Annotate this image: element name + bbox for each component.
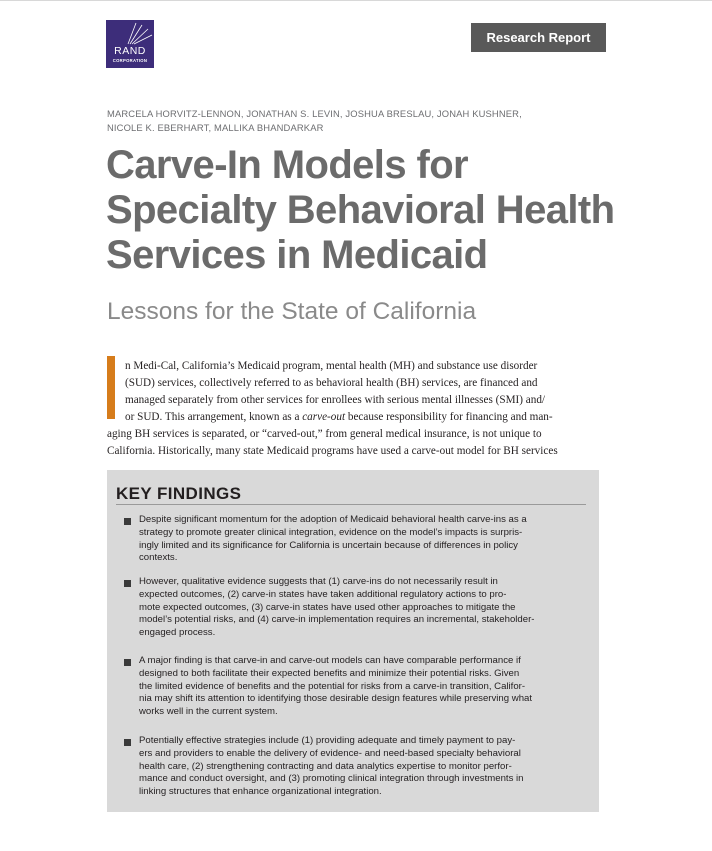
intro-line: aging BH services is separated, or “carved-out,” from general medical insurance, is not unique to <box>107 428 542 440</box>
logo-wordmark: RAND <box>114 45 146 57</box>
finding-line: ingly limited and its significance for California is uncertain because of differences in policy <box>139 539 518 551</box>
intro-line-4 <box>125 409 610 426</box>
intro-line: managed separately from other services for enrollees with serious mental illnesses (SMI) and/ <box>125 394 546 406</box>
title-line: Carve-In Models for <box>106 143 468 187</box>
finding-line: contexts. <box>139 552 178 564</box>
finding-line: mote expected outcomes, (3) carve-in states have used other approaches to mitigate the <box>139 601 516 613</box>
author-list <box>107 107 577 135</box>
intro-line-4-start: or SUD. This arrangement, known as a <box>125 411 303 423</box>
finding-line: expected outcomes, (2) carve-in states have taken additional regulatory actions to pro- <box>139 588 507 600</box>
title-line: Services in Medicaid <box>106 233 488 277</box>
drop-cap-bar <box>107 356 115 419</box>
author-line: NICOLE K. EBERHART, MALLIKA BHANDARKAR <box>107 122 324 133</box>
finding-line: the limited evidence of benefits and the potential for risks from a carve-in transition, Califor- <box>139 680 526 692</box>
author-line: MARCELA HORVITZ-LENNON, JONATHAN S. LEVIN, JOSHUA BRESLAU, JONAH KUSHNER, <box>107 108 522 119</box>
finding-text <box>139 735 594 799</box>
finding-line: engaged process. <box>139 627 216 639</box>
finding-line: health care, (2) strengthening contracting and data analytics expertise to monitor perfor- <box>139 760 512 772</box>
finding-line: Potentially effective strategies include (1) providing adequate and timely payment to pay- <box>139 735 516 746</box>
finding-line: works well in the current system. <box>139 706 278 718</box>
finding-text <box>139 655 594 719</box>
finding-line: strategy to promote greater clinical integration, evidence on the model’s impacts is surpris- <box>139 526 523 538</box>
report-subtitle: Lessons for the State of California <box>107 298 477 325</box>
intro-line: (SUD) services, collectively referred to as behavioral health (BH) services, are financed and <box>125 377 538 389</box>
finding-line: designed to both facilitate their expected benefits and minimize their potential risks. Given <box>139 667 520 679</box>
intro-paragraph-indented <box>125 358 610 426</box>
intro-italic-term: carve-out <box>302 411 346 423</box>
square-bullet-icon <box>124 659 131 666</box>
top-rule <box>0 0 712 1</box>
intro-line-4-end: because responsibility for financing and man- <box>345 411 553 423</box>
finding-text <box>139 514 594 565</box>
title-line: Specialty Behavioral Health <box>106 188 615 232</box>
intro-line: California. Historically, many state Medicaid programs have used a carve-out model for BH services <box>107 445 558 457</box>
finding-line: However, qualitative evidence suggests that (1) carve-ins do not necessarily result in <box>139 576 498 587</box>
report-title <box>106 143 646 278</box>
intro-line: n Medi-Cal, California’s Medicaid program, mental health (MH) and substance use disorder <box>125 360 538 372</box>
finding-line: nia may shift its attention to identifying those desirable design features while preserving what <box>139 693 533 705</box>
square-bullet-icon <box>124 739 131 746</box>
logo-subtext: CORPORATION <box>112 58 148 63</box>
key-findings-divider <box>116 504 586 505</box>
square-bullet-icon <box>124 518 131 525</box>
square-bullet-icon <box>124 580 131 587</box>
finding-line: Despite significant momentum for the adoption of Medicaid behavioral health carve-ins as a <box>139 514 527 525</box>
intro-paragraph-full <box>107 426 612 460</box>
finding-line: A major finding is that carve-in and carve-out models can have comparable performance if <box>139 655 521 666</box>
finding-line: model’s potential risks, and (4) carve-in implementation requires an incremental, stakeholder- <box>139 614 535 626</box>
finding-line: ers and providers to enable the delivery of evidence- and need-based specialty behavioral <box>139 747 521 759</box>
report-type-badge: Research Report <box>471 23 606 52</box>
key-findings-heading: KEY FINDINGS <box>116 484 242 503</box>
finding-line: linking structures that enhance organizational integration. <box>139 786 382 798</box>
finding-line: mance and conduct oversight, and (3) promoting clinical integration through investments in <box>139 773 524 785</box>
finding-text <box>139 576 594 640</box>
rand-logo <box>106 20 154 68</box>
